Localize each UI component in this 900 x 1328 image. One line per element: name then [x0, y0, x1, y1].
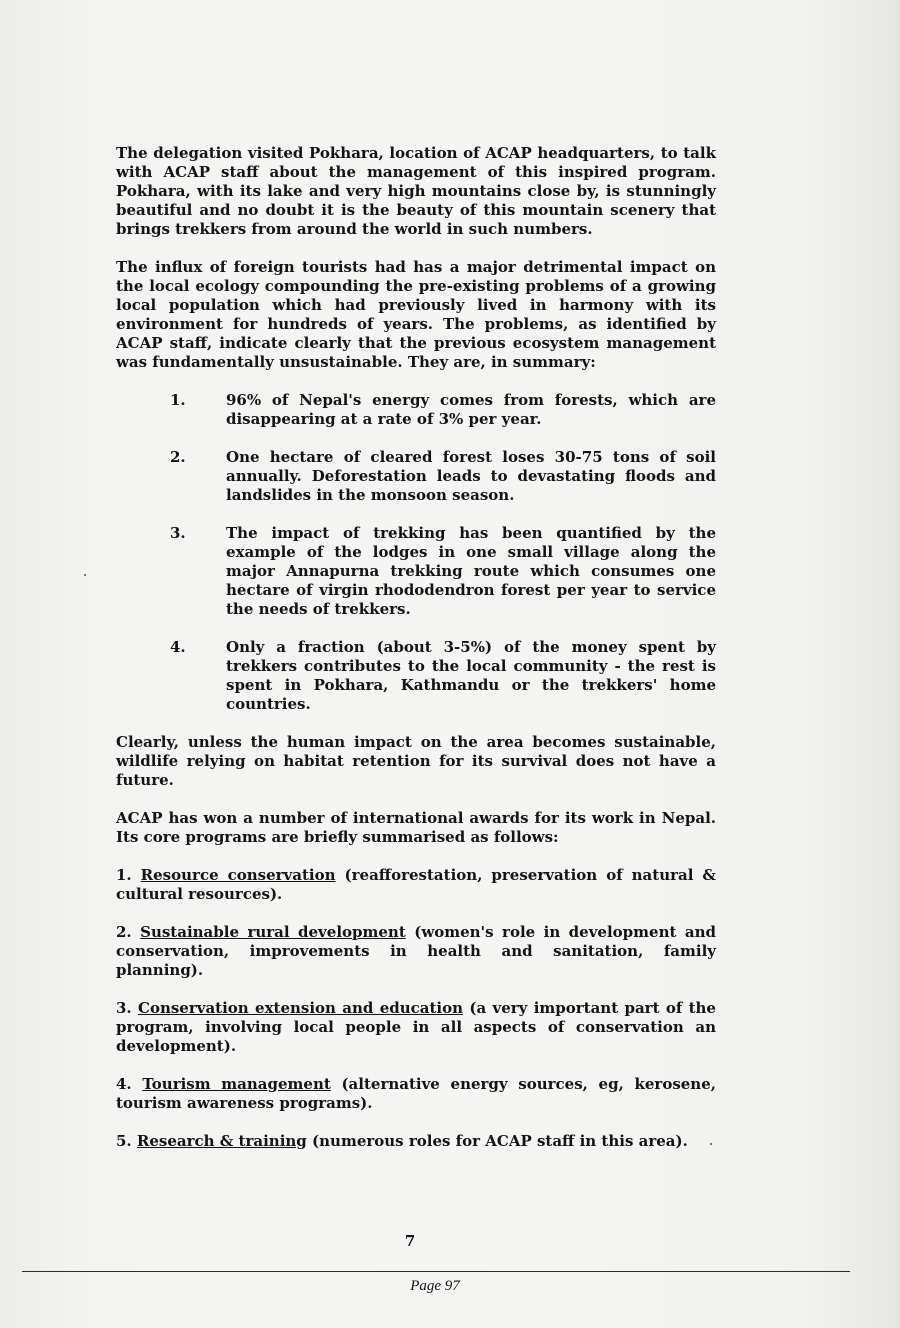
- list-item: [116, 391, 716, 429]
- program-title: Resource conservation: [140, 866, 336, 884]
- program-desc: (reafforestation, preservation of natural & cultural resources).: [116, 866, 716, 903]
- item-text: One hectare of cleared forest loses 30-75 tons of soil annually. Deforestation leads to devastating floods and landslides in the monsoon season.: [226, 448, 716, 504]
- program-number: 4.: [116, 1075, 132, 1093]
- program-item: [116, 866, 716, 904]
- list-item: [116, 638, 716, 714]
- problems-list: [116, 391, 716, 714]
- list-item: [116, 448, 716, 505]
- scan-speck: [710, 1143, 712, 1145]
- footer-divider: [22, 1271, 850, 1272]
- program-item: [116, 999, 716, 1056]
- impact-paragraph: The influx of foreign tourists had has a major detrimental impact on the local ecology compounding the pre-existing problems of a growing local population which had previously lived in harmony with its environment for hundreds of years. The problems, as identified by ACAP staff, indicate clearly that the previous ecosystem management was fundamentally unsustainable. They are, in summary:: [116, 258, 716, 371]
- conclusion-paragraph: Clearly, unless the human impact on the area becomes sustainable, wildlife relying on habitat retention for its survival does not have a future.: [116, 733, 716, 789]
- program-title: Tourism management: [142, 1075, 331, 1093]
- item-number: 2.: [170, 448, 186, 466]
- program-number: 3.: [116, 999, 132, 1017]
- page-number: 7: [404, 1232, 416, 1250]
- intro-paragraph: The delegation visited Pokhara, location of ACAP headquarters, to talk with ACAP staff about the management of this inspired program. Pokhara, with its lake and very high mountains close by, is stunningly beautiful and no doubt it is the beauty of this mountain scenery that brings trekkers from around the world in such numbers.: [116, 144, 716, 238]
- body-text: [116, 144, 716, 1170]
- item-number: 1.: [170, 391, 186, 409]
- footer-page-label: Page 97: [410, 1278, 460, 1294]
- list-item: [116, 524, 716, 619]
- program-title: Conservation extension and education: [138, 999, 464, 1017]
- item-text: Only a fraction (about 3-5%) of the money spent by trekkers contributes to the local community - the rest is spent in Pokhara, Kathmandu or the trekkers' home countries.: [226, 638, 716, 713]
- program-item: [116, 1132, 716, 1151]
- program-number: 1.: [116, 866, 132, 884]
- program-desc: (alternative energy sources, eg, kerosene, tourism awareness programs).: [116, 1075, 716, 1112]
- scan-speck: [84, 574, 86, 576]
- program-number: 2.: [116, 923, 132, 941]
- program-title: Sustainable rural development: [140, 923, 406, 941]
- program-title: Research & training: [136, 1132, 307, 1150]
- item-number: 4.: [170, 638, 186, 656]
- program-desc: (a very important part of the program, involving local people in all aspects of conservation an development).: [116, 999, 716, 1055]
- item-number: 3.: [170, 524, 186, 542]
- program-item: [116, 1075, 716, 1113]
- awards-paragraph: ACAP has won a number of international awards for its work in Nepal. Its core programs are briefly summarised as follows:: [116, 809, 716, 846]
- program-number: 5.: [116, 1132, 132, 1150]
- program-desc: (numerous roles for ACAP staff in this area).: [312, 1132, 688, 1150]
- item-text: The impact of trekking has been quantified by the example of the lodges in one small village along the major Annapurna trekking route which consumes one hectare of virgin rhododendron forest per year to service the needs of trekkers.: [226, 524, 716, 618]
- item-text: 96% of Nepal's energy comes from forests, which are disappearing at a rate of 3% per year.: [226, 391, 716, 428]
- program-desc: (women's role in development and conservation, improvements in health and sanitation, family planning).: [116, 923, 716, 979]
- program-item: [116, 923, 716, 980]
